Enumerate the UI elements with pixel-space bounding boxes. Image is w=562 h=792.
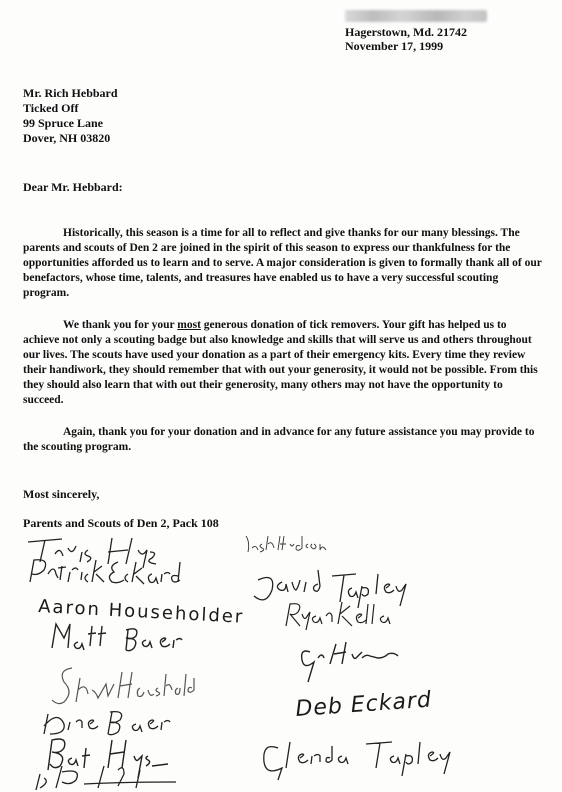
recipient-address xyxy=(23,86,118,146)
signature-bart-hays xyxy=(48,739,168,778)
signatory-group: Parents and Scouts of Den 2, Pack 108 xyxy=(23,516,219,530)
svg-text:Aaron Householder: Aaron Householder xyxy=(37,596,245,628)
signature-matt-baer xyxy=(52,624,182,651)
recipient-name: Mr. Rich Hebbard xyxy=(23,86,118,100)
letter-date: November 17, 1999 xyxy=(345,39,444,53)
signature-david-tapley xyxy=(254,570,406,608)
signature-travis-hays xyxy=(28,538,156,568)
svg-text:Deb Eckard: Deb Eckard xyxy=(294,687,433,722)
salutation: Dear Mr. Hebbard: xyxy=(23,180,123,194)
signature-diane-baer xyxy=(44,712,170,735)
recipient-city-state-zip: Dover, NH 03820 xyxy=(23,131,111,145)
sender-city-state-zip: Hagerstown, Md. 21742 xyxy=(345,25,467,39)
signature-josh-hudson xyxy=(246,536,326,552)
signature-patrick-eckard xyxy=(30,560,180,584)
recipient-company: Ticked Off xyxy=(23,101,79,115)
sender-address xyxy=(345,10,487,53)
sender-street-redacted xyxy=(345,10,487,25)
signature-aaron-householder xyxy=(38,596,245,628)
signature-deb-eckard xyxy=(295,688,433,722)
paragraph-2-rest: generous donation of tick removers. Your gift has helped us to achieve not only a scouting badge but also knowledge and skills that will serve us and others throughout our lives. The scouts have used your donation as a part of their emergency kits. Every time they review their handiwork, they should remember that with out your generosity, it would not be possible. From this they should also learn that with out their generosity, many others may not have the opportunity to succeed. xyxy=(23,319,538,406)
handwritten-signatures xyxy=(0,530,562,792)
signature-greg-hudson xyxy=(302,642,398,682)
paragraph-1: Historically, this season is a time for all to reflect and give thanks for our many blessings. The parents and scouts of Den 2 are joined in the spirit of this season to express our thankfulness for the opportunities afforded us to learn and to serve. A major consideration is given to formally thank all of our benefactors, whose time, talents, and treasures have enabled us to have a very successful scouting program. xyxy=(23,227,542,299)
paragraph-2-start: We thank you for your xyxy=(63,319,178,331)
signature-glenda-tapley xyxy=(264,742,450,780)
paragraph-2 xyxy=(23,318,543,408)
paragraph-2-emphasis: most xyxy=(177,319,201,331)
recipient-street: 99 Spruce Lane xyxy=(23,116,104,130)
closing: Most sincerely, xyxy=(23,487,100,501)
paragraph-3: Again, thank you for your donation and in advance for any future assistance you may provide to the scouting program. xyxy=(23,426,535,453)
signature-ryan-kella xyxy=(286,602,390,630)
signature-shawn-householder xyxy=(52,668,194,704)
signature-scribble-bottom xyxy=(36,766,176,790)
